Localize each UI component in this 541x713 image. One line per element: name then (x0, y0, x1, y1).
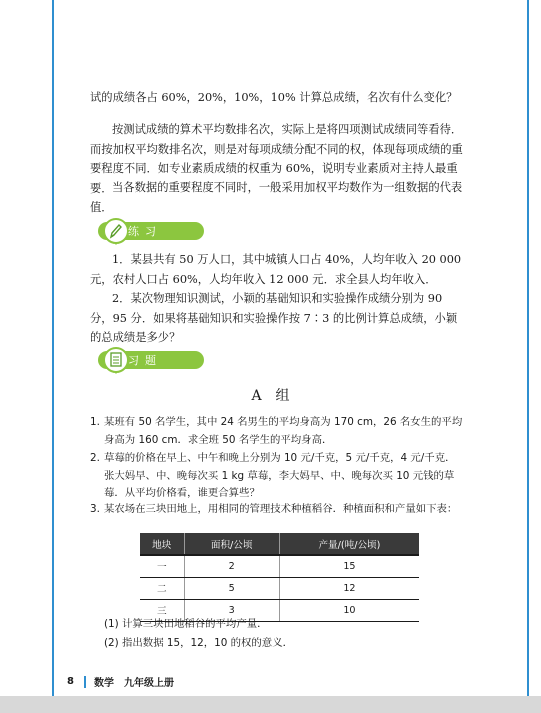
table-row (140, 555, 419, 577)
exercise-3-text: 某农场在三块田地上，用相同的管理技术种植稻谷．种植面积和产量如下表： (104, 503, 458, 515)
practice-badge-label: 练习 (128, 225, 162, 238)
page-number: 8 (67, 676, 74, 687)
exercise-1 (90, 414, 464, 449)
yield-table (140, 533, 419, 622)
table-row (140, 577, 419, 599)
exercise-2 (90, 450, 464, 503)
exercise-1-text: 某班有 50 名学生，其中 24 名男生的平均身高为 170 cm，26 名女生的平均身高为 160 cm．求全班 50 名学生的平均身高． (104, 416, 463, 446)
table-header-row (140, 533, 419, 555)
practice-item-2: 2．某次物理知识测试，小颖的基础知识和实验操作成绩分别为 90 分，95 分．如果将基础知识和实验操作按 7∶3 的比例计算总成绩，小颖的总成绩是多少？ (90, 292, 458, 344)
paragraph-explanation: 按测试成绩的算术平均数排名次，实际上是将四项测试成绩同等看待．而按加权平均数排名次，则是对每项成绩分配不同的权，体现每项成绩的重要程度不同．如专业素质成绩的权重为 60%，说明专业素质对主持人最重要． (90, 123, 463, 195)
table-cell: 15 (279, 555, 419, 577)
exercise-3 (90, 501, 464, 519)
paragraph-conclusion: 当各数据的重要程度不同时，一般采用加权平均数作为一组数据的代表值． (90, 181, 463, 214)
exercise-2-text: 草莓的价格在早上、中午和晚上分别为 10 元/千克，5 元/千克，4 元/千克．张大妈早、中、晚每次买 1 kg 草莓，李大妈早、中、晚每次买 10 元钱的草莓．从平均价格看，谁更合算些？ (104, 452, 456, 499)
book-title: 数学 九年级上册 (93, 678, 174, 689)
exercise-3-sub-1: (1) 计算三块田地稻谷的平均产量． (104, 618, 268, 630)
page-bottom-edge (0, 696, 541, 713)
table-cell: 3 (184, 599, 279, 621)
footer-divider (84, 676, 86, 688)
exercise-3-number: 3. (90, 503, 100, 515)
paragraph-intro: 试的成绩各占 60%，20%，10%，10% 计算总成绩，名次有什么变化？ (90, 91, 458, 104)
practice-badge (88, 218, 208, 244)
table-cell: 10 (279, 599, 419, 621)
table-header-cell: 地块 (140, 533, 184, 555)
table-cell: 二 (140, 577, 184, 599)
practice-item-1: 1．某县共有 50 万人口，其中城镇人口占 40%，人均年收入 20 000 元，农村人口占 60%，人均年收入 12 000 元．求全县人均年收入． (90, 253, 462, 286)
table-cell: 5 (184, 577, 279, 599)
group-title: A 组 (251, 388, 290, 404)
table-cell: 三 (140, 599, 184, 621)
table-cell: 2 (184, 555, 279, 577)
exercises-badge (88, 347, 208, 373)
pencil-icon (108, 222, 124, 240)
page-footer (67, 674, 174, 689)
table-header-cell: 产量/(吨/公顷) (279, 533, 419, 555)
exercises-badge-label: 习题 (128, 354, 162, 367)
table-cell: 一 (140, 555, 184, 577)
exercise-2-number: 2. (90, 452, 100, 464)
table-header-cell: 面积/公顷 (184, 533, 279, 555)
notebook-icon (109, 352, 123, 368)
table-cell: 12 (279, 577, 419, 599)
exercise-1-number: 1. (90, 416, 100, 428)
exercise-3-sub-2: (2) 指出数据 15，12，10 的权的意义． (104, 637, 293, 649)
